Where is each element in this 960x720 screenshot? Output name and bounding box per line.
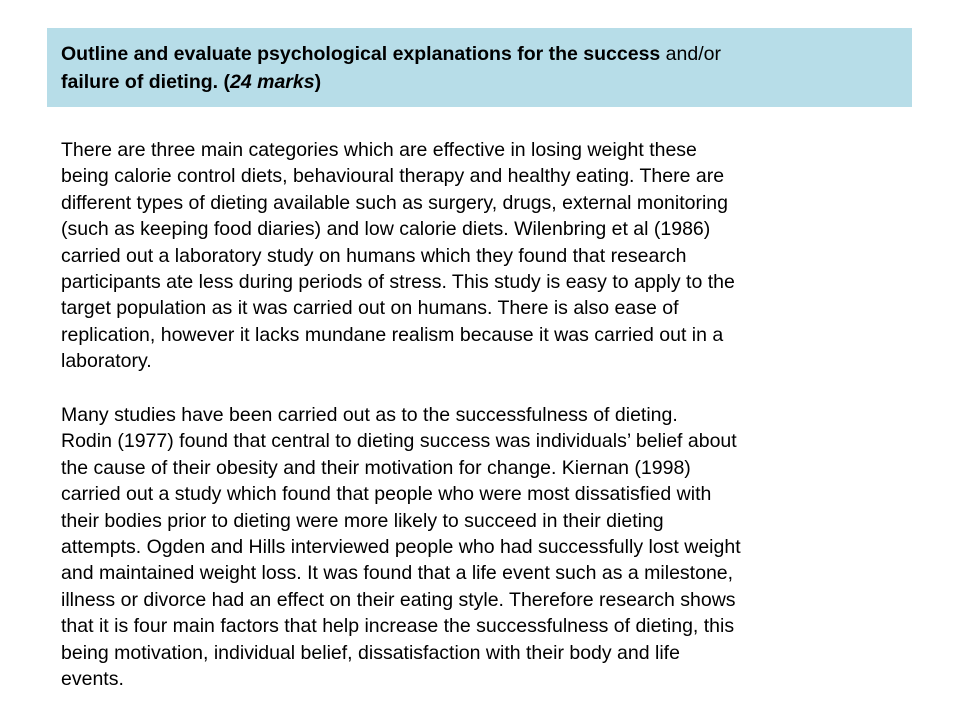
paragraph-line: attempts. Ogden and Hills interviewed people who had successfully lost weight [61,536,741,559]
paragraph-line: being motivation, individual belief, dissatisfaction with their body and life [61,641,680,664]
paragraph-line: that it is four main factors that help increase the successfulness of dieting, this [61,615,735,638]
paragraph-line: carried out a laboratory study on humans which they found that research [61,244,687,267]
question-title-part-2: and/or [660,43,721,65]
paragraph-line: replication, however it lacks mundane realism because it was carried out in a [61,323,724,346]
paragraph-line: carried out a study which found that people who were most dissatisfied with [61,483,712,506]
paragraph-line: laboratory. [61,350,152,373]
paragraph-2 [61,402,911,692]
question-title-line-2 [61,68,898,96]
paragraph-1 [61,137,911,375]
paragraph-line: (such as keeping food diaries) and low calorie diets. Wilenbring et al (1986) [61,218,711,241]
paragraph-line: There are three main categories which are effective in losing weight these [61,139,697,161]
paragraph-line: Rodin (1977) found that central to dieting success was individuals’ belief about [61,430,737,453]
question-title-part-5: ) [314,71,322,93]
paragraph-line: their bodies prior to dieting were more likely to succeed in their dieting [61,509,664,532]
paragraph-line: illness or divorce had an effect on their eating style. Therefore research shows [61,588,736,611]
paragraph-line: events. [61,668,124,691]
question-title-part-3: failure of dieting. ( [61,71,230,93]
paragraph-line: the cause of their obesity and their motivation for change. Kiernan (1998) [61,456,691,479]
question-title-part-1: Outline and evaluate psychological explanations for the success [61,43,661,65]
paragraph-line: Many studies have been carried out as to the successfulness of dieting. [61,404,678,426]
paragraph-line: target population as it was carried out on humans. There is also ease of [61,297,679,320]
question-marks: 24 marks [230,71,315,93]
paragraph-line: different types of dieting available such as surgery, drugs, external monitoring [61,191,728,214]
question-title-line-1 [61,40,898,68]
paragraph-line: being calorie control diets, behavioural therapy and healthy eating. There are [61,165,725,188]
question-title-box [47,28,912,107]
paragraph-line: and maintained weight loss. It was found that a life event such as a milestone, [61,562,734,585]
paragraph-line: participants ate less during periods of stress. This study is easy to apply to the [61,271,735,294]
